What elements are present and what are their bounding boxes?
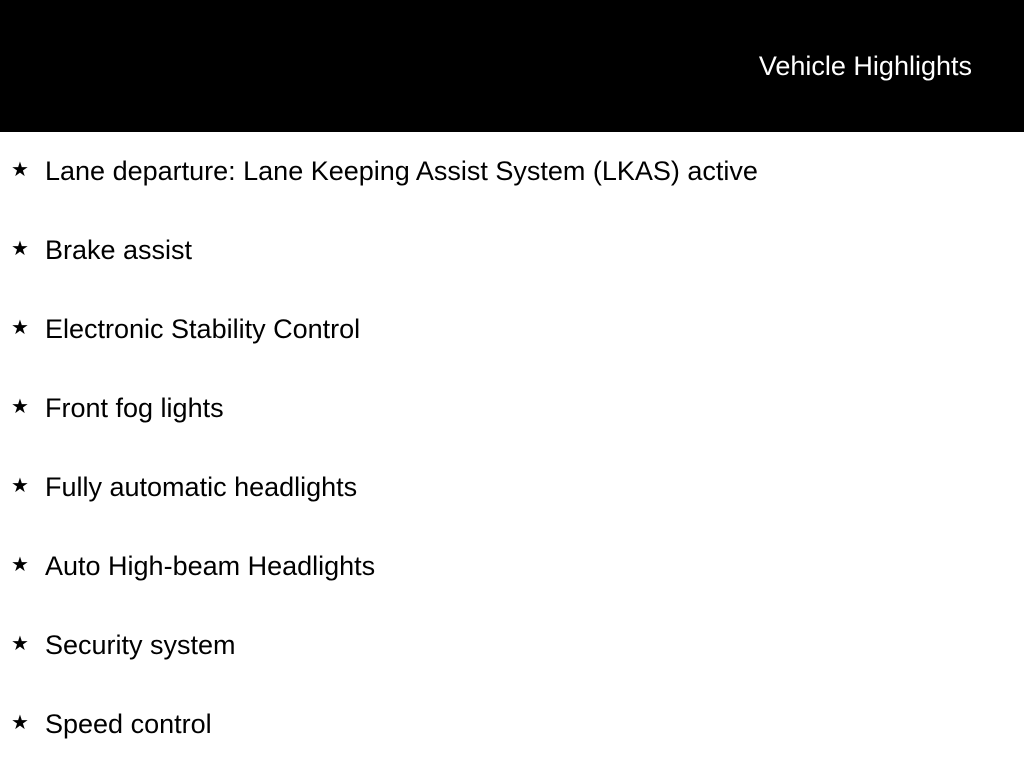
list-item-label: Fully automatic headlights — [45, 472, 358, 502]
list-item-label: Front fog lights — [45, 393, 224, 423]
list-item — [0, 290, 1024, 369]
list-item-label: Electronic Stability Control — [45, 314, 361, 344]
list-item — [0, 527, 1024, 606]
star-icon: ★ — [11, 633, 29, 655]
star-icon: ★ — [11, 396, 29, 418]
list-item — [0, 606, 1024, 685]
list-item — [0, 132, 1024, 211]
list-item-label: Lane departure: Lane Keeping Assist System (LKAS) active — [45, 156, 758, 186]
star-icon: ★ — [11, 554, 29, 576]
list-item — [0, 448, 1024, 527]
list-item — [0, 369, 1024, 448]
star-icon: ★ — [11, 712, 29, 734]
star-icon: ★ — [11, 159, 29, 181]
star-icon: ★ — [11, 238, 29, 260]
list-item — [0, 685, 1024, 764]
star-icon: ★ — [11, 475, 29, 497]
header-bar — [0, 0, 1024, 132]
star-icon: ★ — [11, 317, 29, 339]
list-item-label: Speed control — [45, 709, 212, 739]
list-item-label: Auto High-beam Headlights — [45, 551, 376, 581]
list-item-label: Security system — [45, 630, 236, 660]
page-title: Vehicle Highlights — [758, 51, 972, 81]
list-item-label: Brake assist — [45, 235, 193, 265]
list-item — [0, 211, 1024, 290]
highlights-list — [0, 132, 1024, 764]
